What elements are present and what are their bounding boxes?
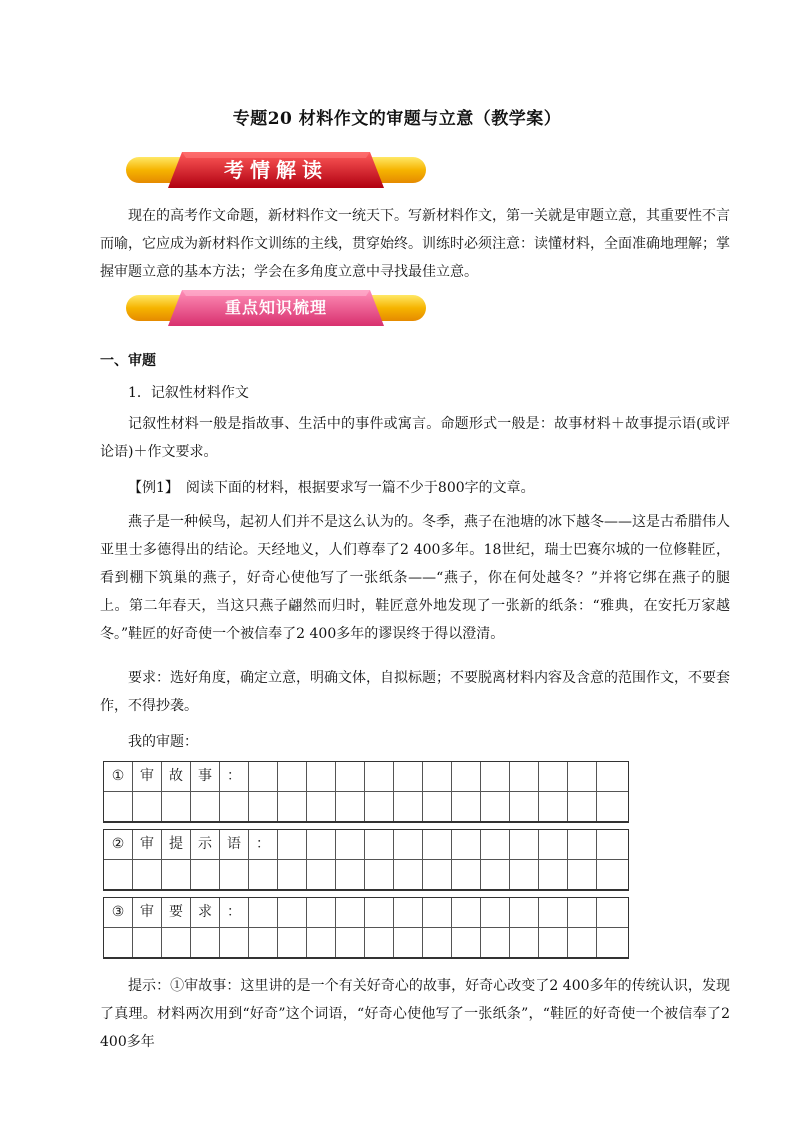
grid-cell <box>220 860 249 889</box>
grid-row <box>104 898 628 927</box>
grid-cell <box>191 860 220 889</box>
grid-row <box>104 830 628 859</box>
grid-cell <box>394 762 423 791</box>
example-heading: 【例1】 阅读下面的材料，根据要求写一篇不少于800字的文章。 <box>128 480 535 496</box>
grid-cell <box>423 898 452 927</box>
grid-cell <box>452 792 481 821</box>
grid-cell <box>278 898 307 927</box>
grid-cell <box>278 830 307 859</box>
grid-cell <box>249 860 278 889</box>
grid-cell <box>481 762 510 791</box>
grid-cell: ： <box>249 830 278 859</box>
grid-cell <box>510 792 539 821</box>
grid-cell: ③ <box>104 898 133 927</box>
grid-cell: ： <box>220 762 249 791</box>
grid-cell <box>481 792 510 821</box>
grid-cell <box>568 762 597 791</box>
page-title: 专题20 材料作文的审题与立意（教学案） <box>232 109 562 129</box>
banner-key-knowledge <box>126 290 426 326</box>
grid-cell <box>336 928 365 957</box>
grid-cell: 要 <box>162 898 191 927</box>
grid-cell <box>394 792 423 821</box>
grid-cell <box>365 860 394 889</box>
grid-cell <box>307 830 336 859</box>
hint-paragraph: 提示：①审故事：这里讲的是一个有关好奇心的故事，好奇心改变了2 400多年的传统认识，发现了真理。材料两次用到“好奇”这个词语，“好奇心使他写了一张纸条”，“鞋匠的好奇使一个被信奉了2 400多年 <box>100 978 730 1050</box>
grid-cell <box>597 792 626 821</box>
grid-cell: ② <box>104 830 133 859</box>
grid-cell <box>307 762 336 791</box>
grid-cell <box>249 762 278 791</box>
grid-cell <box>162 928 191 957</box>
banner-exam-analysis <box>126 152 426 188</box>
grid-cell <box>539 830 568 859</box>
grid-cell <box>539 762 568 791</box>
writing-grid <box>103 761 629 965</box>
grid-cell <box>278 928 307 957</box>
grid-cell: 示 <box>191 830 220 859</box>
intro-paragraph: 现在的高考作文命题，新材料作文一统天下。写新材料作文，第一关就是审题立意，其重要性不言而喻，它应成为新材料作文训练的主线，贯穿始终。训练时必须注意：读懂材料，全面准确地理解；掌握审题立意的基本方法；学会在多角度立意中寻找最佳立意。 <box>100 208 730 280</box>
grid-cell: 审 <box>133 762 162 791</box>
grid-box <box>103 761 629 823</box>
grid-cell: 审 <box>133 830 162 859</box>
grid-cell <box>365 928 394 957</box>
grid-cell <box>510 898 539 927</box>
grid-cell <box>394 860 423 889</box>
grid-cell <box>597 860 626 889</box>
grid-cell <box>162 860 191 889</box>
grid-row <box>104 927 628 957</box>
my-analysis-label: 我的审题： <box>128 734 198 750</box>
grid-cell <box>539 898 568 927</box>
grid-cell <box>452 860 481 889</box>
grid-cell <box>365 762 394 791</box>
grid-row <box>104 791 628 821</box>
grid-row <box>104 859 628 889</box>
grid-cell <box>249 792 278 821</box>
grid-cell <box>452 928 481 957</box>
grid-cell <box>336 898 365 927</box>
grid-cell: 审 <box>133 898 162 927</box>
grid-cell <box>278 860 307 889</box>
grid-cell <box>423 830 452 859</box>
grid-cell <box>220 792 249 821</box>
grid-row <box>104 762 628 791</box>
grid-cell <box>597 898 626 927</box>
grid-cell: 提 <box>162 830 191 859</box>
grid-cell <box>481 898 510 927</box>
grid-cell <box>133 792 162 821</box>
grid-cell <box>336 830 365 859</box>
grid-cell <box>307 898 336 927</box>
grid-box <box>103 897 629 959</box>
grid-cell <box>568 830 597 859</box>
grid-cell <box>597 762 626 791</box>
grid-cell <box>249 898 278 927</box>
banner-label: 重点知识梳理 <box>224 298 327 317</box>
grid-cell <box>133 860 162 889</box>
grid-cell <box>423 792 452 821</box>
grid-cell <box>423 762 452 791</box>
grid-cell <box>365 898 394 927</box>
grid-cell <box>133 928 162 957</box>
grid-cell <box>423 928 452 957</box>
grid-cell <box>481 860 510 889</box>
grid-cell <box>336 792 365 821</box>
grid-cell <box>597 830 626 859</box>
description-paragraph: 记叙性材料一般是指故事、生活中的事件或寓言。命题形式一般是：故事材料＋故事提示语(或评论语)＋作文要求。 <box>100 416 730 460</box>
grid-cell <box>278 762 307 791</box>
subsection-heading: 1．记叙性材料作文 <box>128 385 249 401</box>
grid-cell <box>104 792 133 821</box>
grid-cell <box>104 928 133 957</box>
grid-cell: 求 <box>191 898 220 927</box>
grid-cell <box>278 792 307 821</box>
grid-cell <box>307 860 336 889</box>
grid-cell <box>568 928 597 957</box>
grid-cell: ① <box>104 762 133 791</box>
grid-cell <box>307 928 336 957</box>
grid-cell: ： <box>220 898 249 927</box>
grid-cell <box>597 928 626 957</box>
grid-cell <box>394 928 423 957</box>
grid-cell <box>191 792 220 821</box>
grid-cell: 故 <box>162 762 191 791</box>
grid-cell <box>249 928 278 957</box>
requirement-paragraph: 要求：选好角度，确定立意，明确文体，自拟标题；不要脱离材料内容及含意的范围作文，不要套作，不得抄袭。 <box>100 670 730 714</box>
grid-cell <box>162 792 191 821</box>
grid-cell <box>365 792 394 821</box>
grid-cell <box>481 928 510 957</box>
grid-cell <box>104 860 133 889</box>
grid-cell <box>452 762 481 791</box>
grid-cell <box>191 928 220 957</box>
grid-cell <box>510 830 539 859</box>
grid-cell <box>510 860 539 889</box>
grid-cell: 事 <box>191 762 220 791</box>
grid-cell <box>394 898 423 927</box>
grid-cell: 语 <box>220 830 249 859</box>
grid-cell <box>423 860 452 889</box>
grid-cell <box>539 792 568 821</box>
grid-cell <box>452 830 481 859</box>
grid-box <box>103 829 629 891</box>
grid-cell <box>336 860 365 889</box>
grid-cell <box>510 928 539 957</box>
grid-cell <box>539 928 568 957</box>
grid-cell <box>481 830 510 859</box>
grid-cell <box>539 860 568 889</box>
grid-cell <box>365 830 394 859</box>
grid-cell <box>336 762 365 791</box>
grid-cell <box>568 860 597 889</box>
grid-cell <box>307 792 336 821</box>
grid-cell <box>568 792 597 821</box>
grid-cell <box>394 830 423 859</box>
grid-cell <box>510 762 539 791</box>
grid-cell <box>568 898 597 927</box>
section-heading: 一、审题 <box>100 353 156 369</box>
banner-label: 考情解读 <box>224 158 328 182</box>
grid-cell <box>220 928 249 957</box>
story-paragraph: 燕子是一种候鸟，起初人们并不是这么认为的。冬季，燕子在池塘的冰下越冬——这是古希腊伟人亚里士多德得出的结论。天经地义，人们尊奉了2 400多年。18世纪，瑞士巴赛尔城的一位修鞋匠，看到棚下筑巢的燕子，好奇心使他写了一张纸条——“燕子，你在何处越冬？”并将它绑在燕子的腿上。第二年春天，当这只燕子翩然而归时，鞋匠意外地发现了一张新的纸条：“雅典，在安托万家越冬。”鞋匠的好奇使一个被信奉了2 400多年的谬误终于得以澄清。 <box>100 514 730 642</box>
grid-cell <box>452 898 481 927</box>
